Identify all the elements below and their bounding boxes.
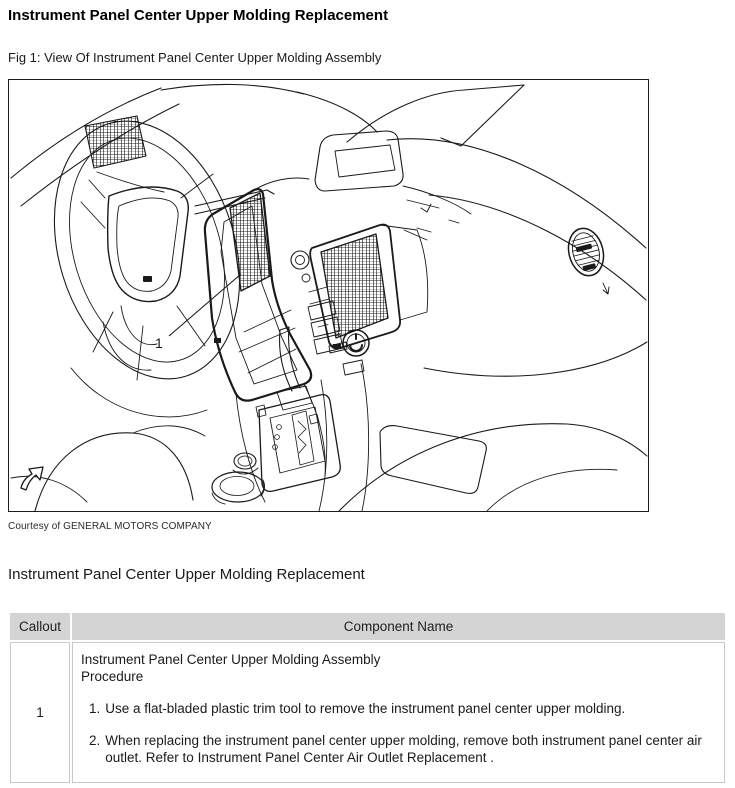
- step-text: Use a flat-bladed plastic trim tool to remove the instrument panel center upper molding.: [105, 701, 626, 716]
- figure-box: [8, 79, 649, 512]
- component-cell: [72, 642, 725, 783]
- callout-1-label: 1: [155, 335, 163, 351]
- direction-arrow-icon: [21, 467, 43, 490]
- header-callout: Callout: [10, 613, 70, 640]
- procedure-step: [81, 700, 714, 717]
- step-text: When replacing the instrument panel center upper molding, remove both instrument panel center air outlet. Refer to Instrument Panel Center Air Outlet Replacement .: [105, 733, 702, 765]
- table-row: [10, 642, 725, 783]
- table-header-row: [10, 613, 725, 640]
- dashboard-line-art-illustration: [9, 80, 648, 511]
- component-title: Instrument Panel Center Upper Molding Assembly: [81, 652, 381, 667]
- page-title: Instrument Panel Center Upper Molding Replacement: [8, 7, 389, 24]
- parts-table: [8, 611, 727, 785]
- procedure-step: [81, 732, 714, 766]
- step-number: 1.: [89, 701, 101, 716]
- header-component-name: Component Name: [72, 613, 725, 640]
- section-heading: Instrument Panel Center Upper Molding Replacement: [8, 566, 365, 583]
- callout-number-cell: 1: [10, 642, 70, 783]
- step-number: 2.: [89, 733, 101, 748]
- callout-1: [155, 274, 241, 351]
- figure-credit: Courtesy of GENERAL MOTORS COMPANY: [8, 521, 212, 532]
- component-subtitle: Procedure: [81, 669, 144, 684]
- figure-caption: Fig 1: View Of Instrument Panel Center Upper Molding Assembly: [8, 50, 382, 65]
